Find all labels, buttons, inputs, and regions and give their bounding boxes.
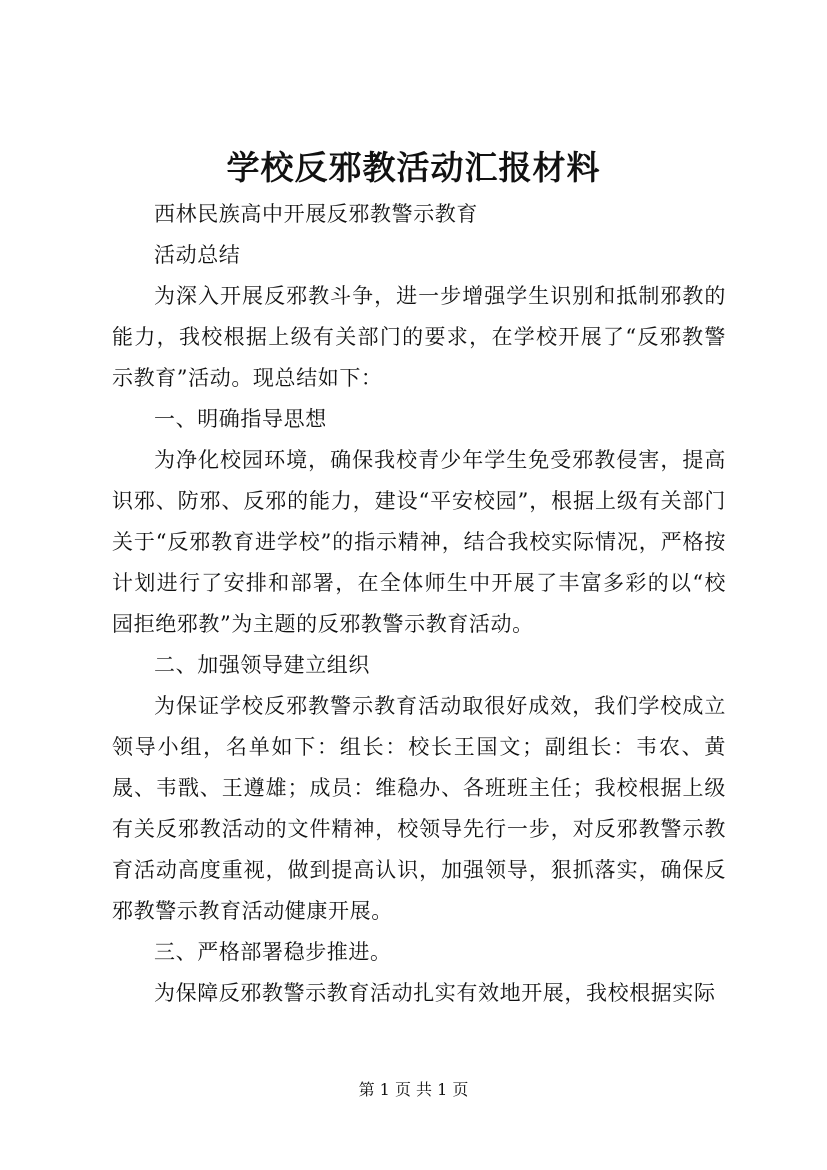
document-body [112,194,726,1014]
subtitle-line-2: 活动总结 [154,243,241,267]
section-paragraph-3: 为保障反邪教警示教育活动扎实有效地开展，我校根据实际 [154,981,716,1005]
section-paragraph-1: 为净化校园环境，确保我校青少年学生免受邪教侵害，提高识邪、防邪、反邪的能力，建设“平安校园”，根据上级有关部门关于“反邪教育进学校”的指示精神，结合我校实际情况，严格按计划进行了安排和部署，在全体师生中开展了丰富多彩的以“校园拒绝邪教”为主题的反邪教警示教育活动。 [112,448,726,636]
page-number-footer: 第 1 页 共 1 页 [358,1080,469,1099]
subtitle-line-1: 西林民族高中开展反邪教警示教育 [154,202,478,226]
section-heading-2: 二、加强领导建立组织 [154,653,370,677]
intro-paragraph: 为深入开展反邪教斗争，进一步增强学生识别和抵制邪教的能力，我校根据上级有关部门的要求，在学校开展了“反邪教警示教育”活动。现总结如下： [112,284,726,390]
section-heading-1: 一、明确指导思想 [154,407,327,431]
document-title: 学校反邪教活动汇报材料 [226,148,601,187]
section-paragraph-2: 为保证学校反邪教警示教育活动取很好成效，我们学校成立领导小组，名单如下：组长：校长王国文；副组长：韦农、黄晟、韦戬、王遵雄；成员：维稳办、各班班主任；我校根据上级有关反邪教活动的文件精神，校领导先行一步，对反邪教警示教育活动高度重视，做到提高认识，加强领导，狠抓落实，确保反邪教警示教育活动健康开展。 [112,694,726,923]
section-heading-3: 三、严格部署稳步推进。 [154,940,392,964]
